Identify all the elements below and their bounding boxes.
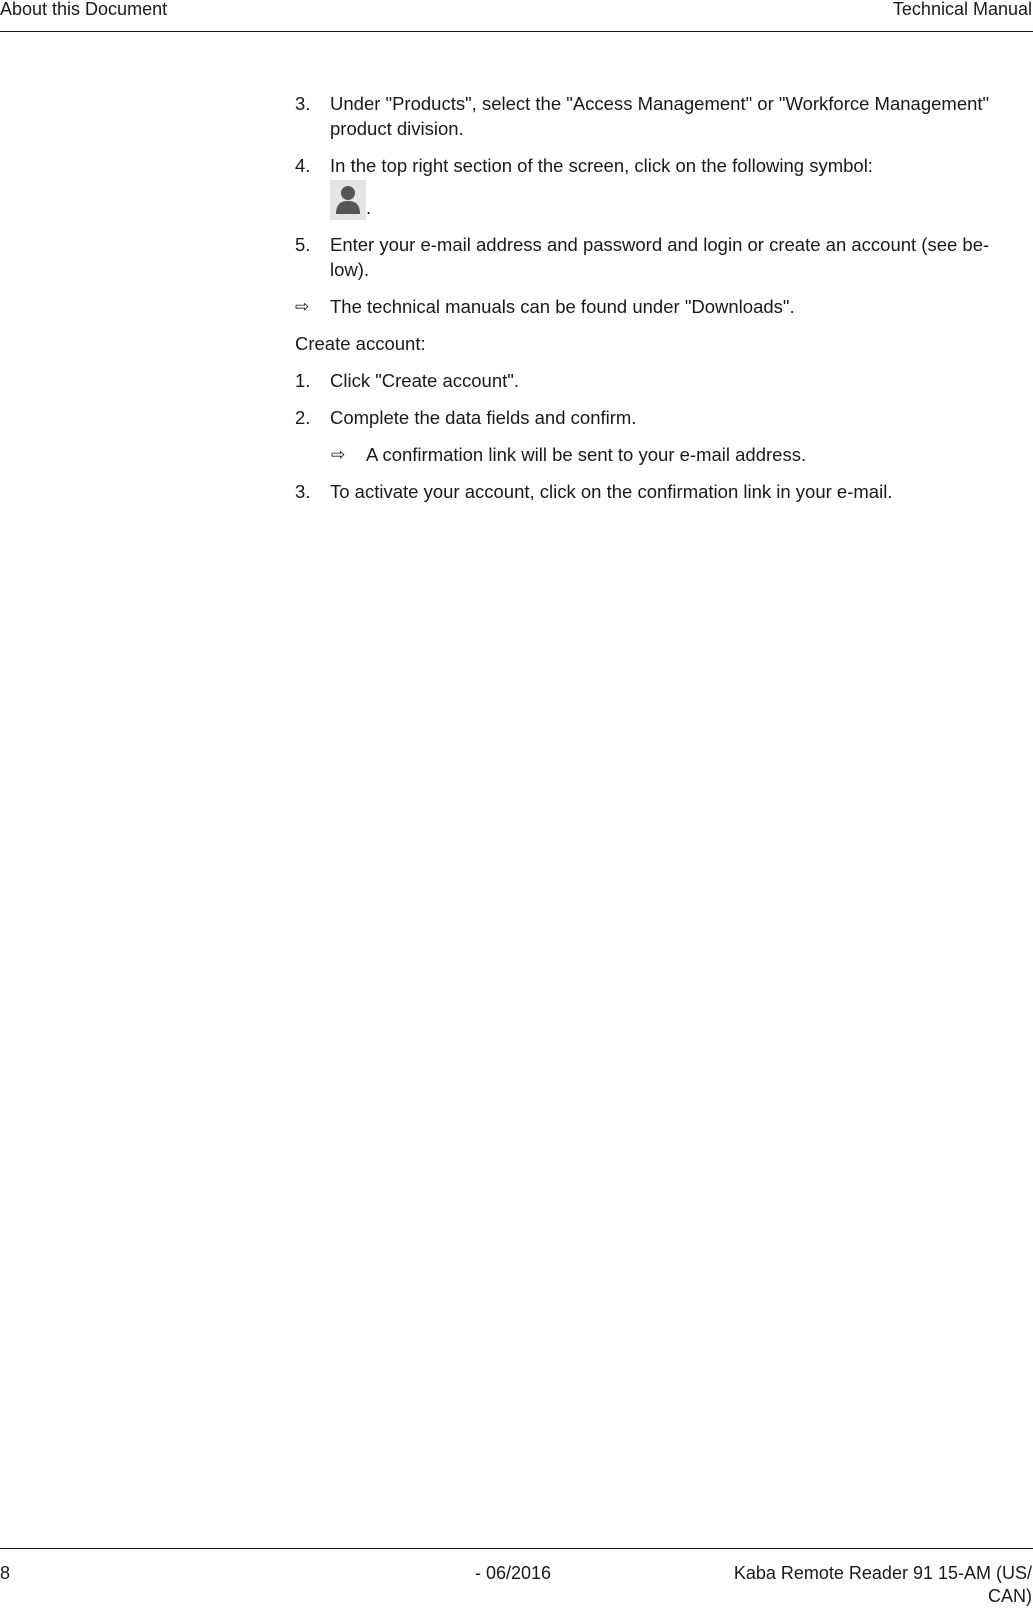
header-section-title: About this Document [0, 0, 168, 19]
result-item [331, 442, 1025, 467]
step-text: In the top right section of the screen, click on the following symbol: [330, 155, 873, 176]
list-item [295, 153, 1025, 220]
product-name: Kaba Remote Reader 91 15-AM (US/ CAN) [733, 1563, 1032, 1606]
result-arrow-icon: ⇨ [295, 297, 310, 316]
document-date: - 06/2016 [475, 1563, 552, 1583]
step-text: Click "Create account". [330, 370, 519, 391]
step-suffix: . [366, 197, 372, 218]
list-item [295, 232, 1025, 282]
step-text: Under "Products", select the "Access Management" or "Workforce Management" product division. [330, 93, 990, 139]
list-item [295, 479, 1025, 504]
result-arrow-icon: ⇨ [331, 445, 346, 464]
user-icon [330, 180, 366, 220]
step-number: 3. [295, 93, 311, 114]
step-number: 2. [295, 407, 311, 428]
list-item [295, 368, 1025, 393]
create-account-label: Create account: [295, 333, 426, 354]
page-header [0, 0, 1033, 32]
result-text: The technical manuals can be found under "Downloads". [330, 296, 795, 317]
step-number: 5. [295, 234, 311, 255]
page-footer [0, 1548, 1033, 1606]
step-text: To activate your account, click on the confirmation link in your e-mail. [330, 481, 893, 502]
result-text: A confirmation link will be sent to your e-mail address. [366, 444, 807, 465]
list-item [295, 405, 1025, 430]
list-item [295, 91, 1025, 141]
result-item [295, 294, 1025, 319]
header-manual-title: Technical Manual [892, 0, 1032, 19]
page-number: 8 [0, 1563, 11, 1583]
step-text: Enter your e-mail address and password and login or create an account (see be-low). [330, 234, 990, 280]
step-number: 3. [295, 481, 311, 502]
step-number: 1. [295, 370, 311, 391]
step-number: 4. [295, 155, 311, 176]
document-body [295, 91, 1025, 516]
step-text: Complete the data fields and confirm. [330, 407, 637, 428]
